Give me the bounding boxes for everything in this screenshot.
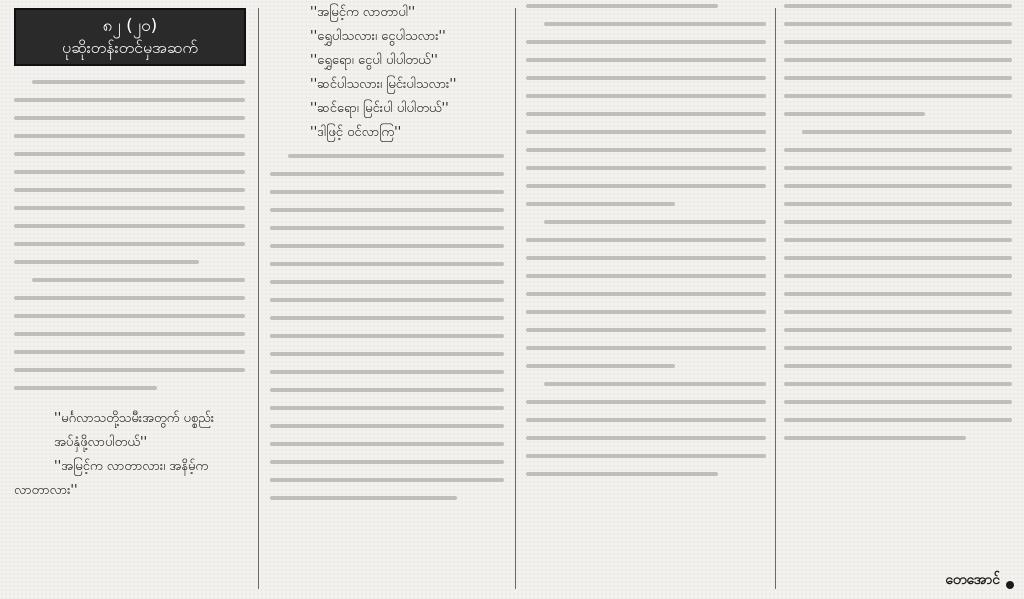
dialogue-line: ''ရွှေပါသလား၊ ငွေပါသလား'' — [310, 29, 446, 44]
text-line — [784, 292, 1012, 296]
text-line — [270, 460, 504, 464]
text-line — [14, 386, 157, 390]
text-line — [14, 98, 245, 102]
text-line — [270, 352, 504, 356]
text-line — [544, 382, 766, 386]
dialogue-line: ''ရွှေရော၊ ငွေပါ ပါပါတယ်'' — [310, 53, 438, 68]
text-line — [270, 316, 504, 320]
text-line — [784, 112, 925, 116]
dialogue-line: ''ဒါဖြင့် ဝင်လာကြ'' — [310, 125, 402, 140]
text-line — [526, 310, 766, 314]
text-line — [270, 334, 504, 338]
text-line — [784, 274, 1012, 278]
article-title: ပုဆိုးတန်းတင်မှအဆက် — [62, 38, 198, 57]
text-line — [14, 152, 245, 156]
dialogue-line: ''မင်္ဂလာသတို့သမီးအတွက် ပစ္စည်း — [54, 411, 215, 426]
column-1 — [0, 0, 255, 599]
byline-ornament — [1006, 581, 1014, 589]
text-line — [526, 436, 766, 440]
text-line — [784, 166, 1012, 170]
text-line — [526, 184, 766, 188]
text-line — [526, 454, 766, 458]
text-line — [784, 148, 1012, 152]
text-line — [270, 280, 504, 284]
text-line — [526, 58, 766, 62]
text-line — [270, 262, 504, 266]
dialogue-line: ''အမြင့်က လာတာလား၊ အနိမ့်က — [54, 459, 209, 474]
text-line — [526, 400, 766, 404]
text-line — [784, 202, 1012, 206]
text-line — [270, 370, 504, 374]
text-line — [270, 298, 504, 302]
text-line — [14, 116, 245, 120]
dialogue-line: ''ဆင်ရော၊ မြင်းပါ ပါပါတယ်'' — [310, 101, 449, 116]
text-line — [270, 478, 504, 482]
text-line — [526, 256, 766, 260]
text-line — [784, 220, 1012, 224]
dialogue-line: အပ်နှံဖို့လာပါတယ်'' — [54, 435, 148, 450]
text-line — [802, 130, 1012, 134]
text-line — [784, 436, 966, 440]
text-line — [784, 418, 1012, 422]
text-line — [14, 260, 199, 264]
text-line — [526, 418, 766, 422]
text-line — [784, 40, 1012, 44]
text-line — [784, 238, 1012, 242]
text-line — [270, 442, 504, 446]
text-line — [270, 406, 504, 410]
text-line — [14, 224, 245, 228]
text-line — [784, 76, 1012, 80]
text-line — [784, 94, 1012, 98]
article-title-box — [14, 8, 246, 66]
text-line — [784, 256, 1012, 260]
text-line — [270, 172, 504, 176]
text-line — [526, 292, 766, 296]
text-line — [14, 332, 245, 336]
text-line — [526, 202, 675, 206]
text-line — [784, 310, 1012, 314]
dialogue-line: ''အမြင့်က လာတာပါ'' — [310, 5, 416, 20]
text-line — [526, 40, 766, 44]
text-line — [784, 184, 1012, 188]
text-line — [784, 4, 1012, 8]
text-line — [14, 314, 245, 318]
text-line — [526, 364, 675, 368]
text-line — [14, 368, 245, 372]
text-line — [270, 244, 504, 248]
text-line — [14, 350, 245, 354]
column-divider — [258, 8, 259, 589]
text-line — [526, 472, 718, 476]
text-line — [32, 80, 245, 84]
column-1-body — [14, 80, 245, 500]
column-divider — [515, 8, 516, 589]
column-3 — [518, 0, 774, 599]
text-line — [526, 346, 766, 350]
text-line — [14, 134, 245, 138]
text-line — [526, 238, 766, 242]
text-line — [526, 148, 766, 152]
text-line — [14, 206, 245, 210]
dialogue-line: လာတာလား'' — [14, 483, 78, 498]
text-line — [14, 296, 245, 300]
text-line — [270, 496, 457, 500]
text-line — [526, 166, 766, 170]
text-line — [270, 208, 504, 212]
text-line — [526, 274, 766, 278]
article-number: ၈၂ (၂၀) — [102, 16, 158, 36]
text-line — [784, 328, 1012, 332]
text-line — [288, 154, 504, 158]
text-line — [270, 226, 504, 230]
column-divider — [775, 8, 776, 589]
text-line — [784, 364, 1012, 368]
text-line — [14, 170, 245, 174]
text-line — [526, 94, 766, 98]
text-line — [14, 188, 245, 192]
text-line — [270, 190, 504, 194]
text-line — [784, 400, 1012, 404]
text-line — [270, 424, 504, 428]
text-line — [526, 112, 766, 116]
text-line — [784, 382, 1012, 386]
text-line — [270, 388, 504, 392]
text-line — [544, 220, 766, 224]
text-line — [784, 22, 1012, 26]
text-line — [14, 242, 245, 246]
author-byline: တေအောင် — [945, 572, 1000, 588]
column-4 — [778, 0, 1024, 599]
dialogue-line: ''ဆင်ပါသလား၊ မြင်းပါသလား'' — [310, 77, 457, 92]
text-line — [32, 278, 245, 282]
text-line — [526, 328, 766, 332]
text-line — [544, 22, 766, 26]
text-line — [784, 346, 1012, 350]
column-2 — [262, 0, 512, 599]
text-line — [526, 4, 718, 8]
text-line — [784, 58, 1012, 62]
text-line — [526, 76, 766, 80]
text-line — [526, 130, 766, 134]
